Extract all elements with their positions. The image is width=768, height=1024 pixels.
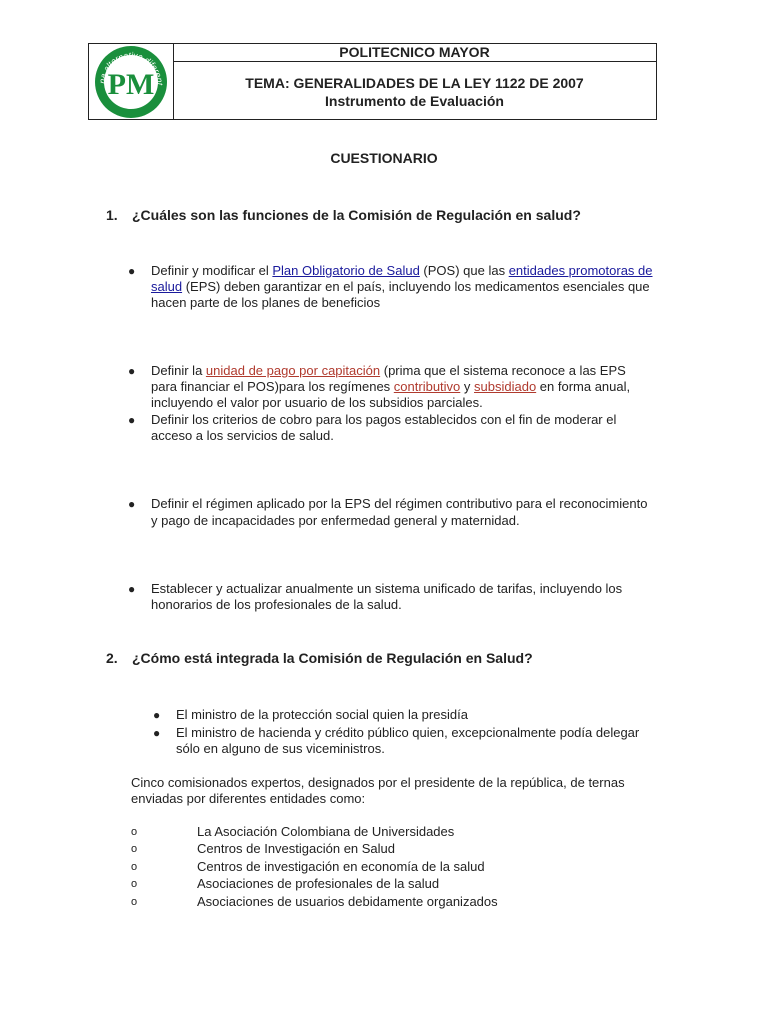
- q1-b1-line3: hacen parte de los planes de beneficios: [151, 295, 381, 310]
- q1-b5-line2: honorarios de los profesionales de la salud.: [151, 597, 402, 612]
- q2-paragraph-line1: Cinco comisionados expertos, designados por el presidente de la república, de ternas: [131, 775, 625, 790]
- sub-bullet-icon: o: [131, 826, 138, 838]
- link-unidad-pago[interactable]: unidad de pago por capitación: [205, 363, 381, 378]
- q1-bullet-1: [151, 263, 671, 279]
- q2-paragraph-line2: enviadas por diferentes entidades como:: [131, 791, 366, 806]
- link-contributivo[interactable]: contributivo: [393, 379, 461, 394]
- sub-item: Centros de Investigación en Salud: [197, 841, 396, 856]
- sub-item: La Asociación Colombiana de Universidades: [197, 824, 455, 839]
- bullet-icon: ●: [128, 413, 136, 427]
- sub-item: Asociaciones de usuarios debidamente organizados: [197, 894, 498, 909]
- q2-number: 2.: [106, 650, 118, 666]
- bullet-icon: ●: [153, 708, 161, 722]
- q1-b2-line1: [151, 363, 626, 379]
- q1-b1-line1: [151, 263, 671, 279]
- sub-bullet-icon: o: [131, 896, 138, 908]
- instrument-title: Instrumento de Evaluación: [325, 93, 504, 109]
- q2-b2-line2: sólo en alguno de sus viceministros.: [176, 741, 385, 756]
- link-salud[interactable]: salud: [151, 279, 183, 294]
- q1-b2-line3: incluyendo el valor por usuario de los subsidios parciales.: [151, 395, 483, 410]
- school-name: POLITECNICO MAYOR: [173, 44, 656, 62]
- q1-b3-line1: Definir los criterios de cobro para los pagos establecidos con el fin de moderar el: [151, 412, 617, 427]
- q1-b1-line2: [151, 279, 691, 295]
- sub-item: Asociaciones de profesionales de la salud: [197, 876, 440, 891]
- logo-cell: [89, 44, 174, 119]
- sub-bullet-icon: o: [131, 878, 138, 890]
- text: (POS) que las: [419, 263, 509, 278]
- page-title: CUESTIONARIO: [330, 150, 438, 166]
- bullet-icon: ●: [128, 264, 136, 278]
- q1-b4-line2: y pago de incapacidades por enfermedad general y maternidad.: [151, 513, 520, 528]
- bullet-icon: ●: [128, 497, 136, 511]
- link-plan-obligatorio[interactable]: Plan Obligatorio de Salud: [272, 263, 420, 278]
- q1-b2-line2: [151, 379, 630, 395]
- q1-text: ¿Cuáles son las funciones de la Comisión de Regulación en salud?: [132, 207, 581, 223]
- q1-number: 1.: [106, 207, 118, 223]
- q1-b5-line1: Establecer y actualizar anualmente un sistema unificado de tarifas, incluyendo los: [151, 581, 623, 596]
- text: (prima que el sistema reconoce a las EPS: [380, 363, 626, 378]
- sub-item: Centros de investigación en economía de la salud: [197, 859, 485, 874]
- sub-bullet-icon: o: [131, 843, 138, 855]
- header-table: [88, 43, 657, 120]
- text: para financiar el POS)para los regímenes: [151, 379, 394, 394]
- tema-title: TEMA: GENERALIDADES DE LA LEY 1122 DE 2007: [245, 75, 584, 91]
- text: en forma anual,: [536, 379, 631, 394]
- text: Definir y modificar el: [151, 263, 273, 278]
- text: Definir la: [151, 363, 206, 378]
- link-subsidiado[interactable]: subsidiado: [474, 379, 537, 394]
- q2-text: ¿Cómo está integrada la Comisión de Regulación en Salud?: [132, 650, 533, 666]
- link-entidades-promotoras[interactable]: entidades promotoras de: [508, 263, 653, 278]
- text: y: [460, 379, 475, 394]
- text: (EPS) deben garantizar en el país, incluyendo los medicamentos esenciales que: [182, 279, 650, 294]
- logo-initials: PM: [107, 68, 155, 101]
- sub-bullet-icon: o: [131, 861, 138, 873]
- bullet-icon: ●: [128, 582, 136, 596]
- bullet-icon: ●: [153, 726, 161, 740]
- q1-b4-line1: Definir el régimen aplicado por la EPS del régimen contributivo para el reconocimiento: [151, 496, 648, 511]
- q2-b2-line1: El ministro de hacienda y crédito público quien, excepcionalmente podía delegar: [176, 725, 640, 740]
- q1-b3-line2: acceso a los servicios de salud.: [151, 428, 334, 443]
- q2-b1: El ministro de la protección social quien la presidía: [176, 707, 468, 722]
- bullet-icon: ●: [128, 364, 136, 378]
- logo-text: na alternativa diferent: [96, 49, 166, 86]
- school-logo: [89, 44, 173, 119]
